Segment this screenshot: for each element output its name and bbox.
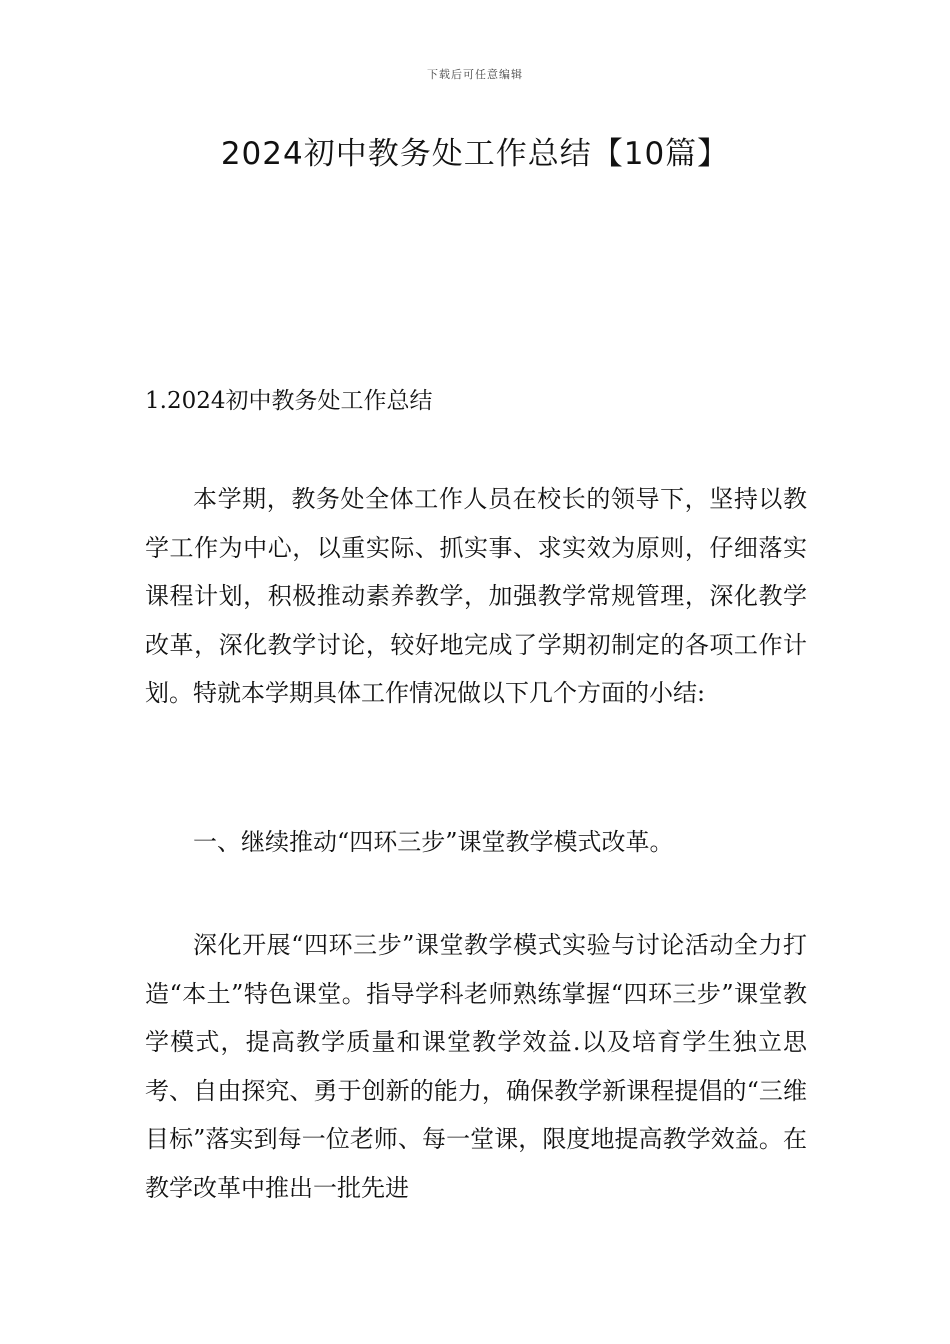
subheading-one: 一、继续推动“四环三步”课堂教学模式改革。 [193, 828, 674, 856]
document-title: 2024初中教务处工作总结【10篇】 [220, 136, 730, 172]
paragraph-intro: 本学期，教务处全体工作人员在校长的领导下，坚持以教学工作为中心，以重实际、抓实事、求实效为原则，仔细落实课程计划，积极推动素养教学，加强教学常规管理，深化教学改革，深化教学讨论，较好地完成了学期初制定的各项工作计划。特就本学期具体工作情况做以下几个方面的小结: [145, 485, 807, 707]
paragraph-four-ring-three-step: 深化开展“四环三步”课堂教学模式实验与讨论活动全力打造“本土”特色课堂。指导学科老师熟练掌握“四环三步”课堂教学模式，提高教学质量和课堂教学效益.以及培育学生独立思考、自由探究、勇于创新的能力，确保教学新课程提倡的“三维目标”落实到每一位老师、每一堂课，限度地提高教学效益。在教学改革中推出一批先进 [145, 931, 807, 1202]
header-note: 下载后可任意编辑 [427, 68, 523, 81]
section-title: 1.2024初中教务处工作总结 [145, 388, 433, 414]
